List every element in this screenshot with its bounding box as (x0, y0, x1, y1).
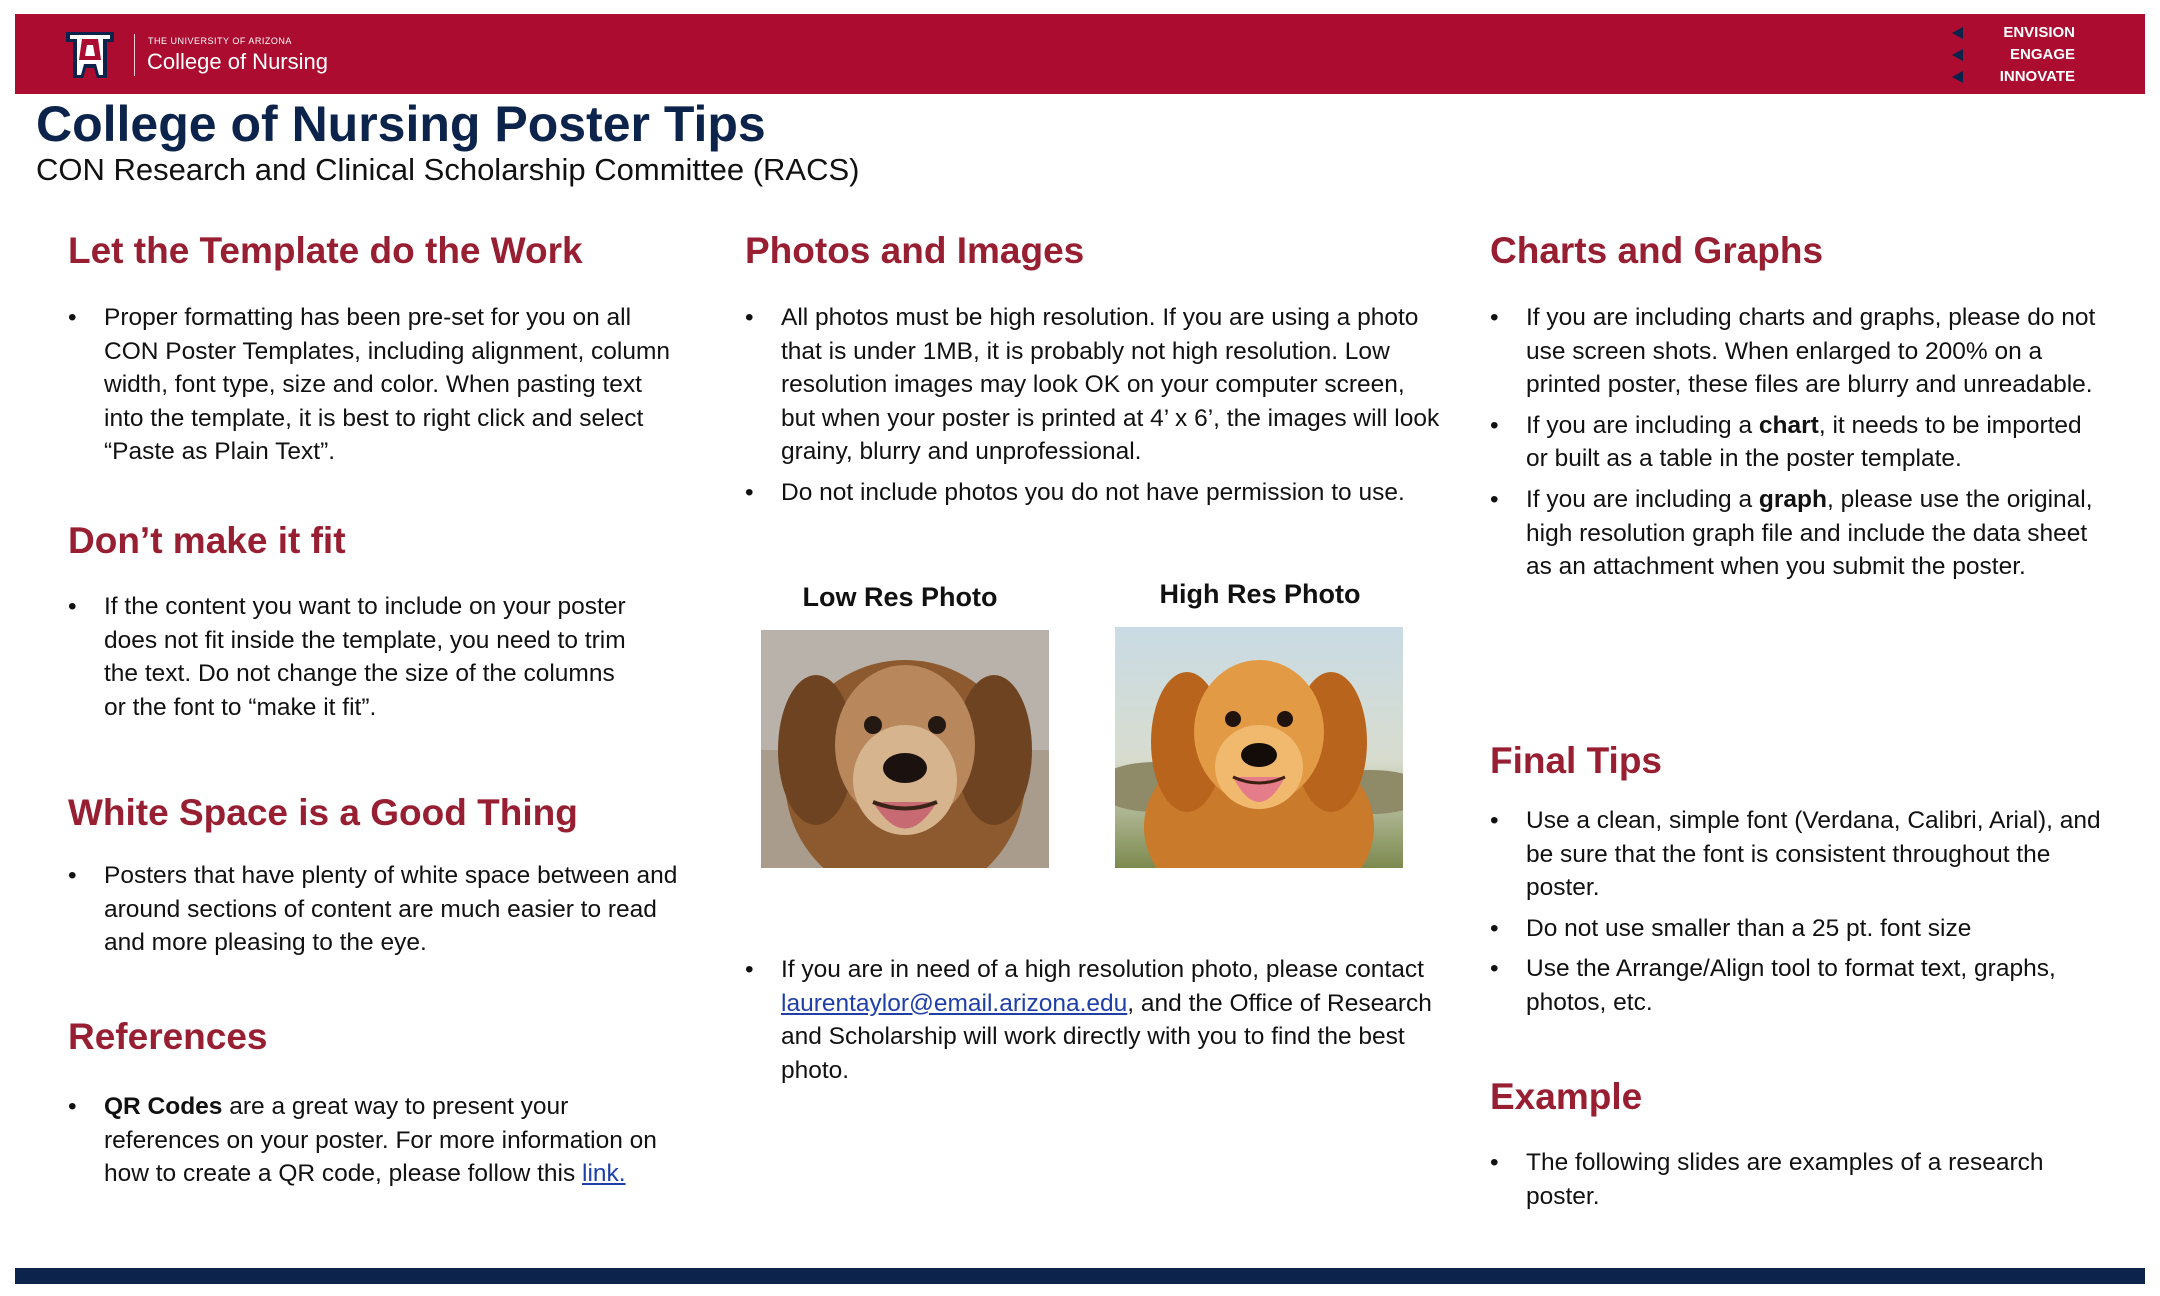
logo-college-name: College of Nursing (147, 49, 328, 74)
section-heading-final-tips: Final Tips (1490, 740, 1663, 781)
list-item: • If you are including charts and graphs, please do not use screen shots. When enlarged to 200% on a printed poster, these files are blurry and unreadable. (1490, 301, 2110, 402)
logo-university-text: THE UNIVERSITY OF ARIZONA (148, 36, 292, 46)
list-item: • Use the Arrange/Align tool to format text, graphs, photos, etc. (1490, 952, 2110, 1019)
contact-bullets (745, 953, 1445, 1094)
section-heading-charts: Charts and Graphs (1490, 230, 1824, 271)
graph-bold: graph (1758, 485, 1827, 513)
section-heading-fit: Don’t make it fit (68, 520, 346, 561)
contact-text-after: , and the Office of Research and Scholarship will work directly with you to find the best photo. (781, 989, 1432, 1084)
section-heading-whitespace: White Space is a Good Thing (68, 792, 578, 833)
list-item: • Posters that have plenty of white space between and around sections of content are much easier to read and more pleasing to the eye. (68, 859, 678, 960)
tagline-envision (1952, 22, 2075, 44)
list-item: • The following slides are examples of a research poster. (1490, 1146, 2110, 1213)
page-title: College of Nursing Poster Tips (36, 96, 766, 152)
tagline-text: INNOVATE (1999, 68, 2075, 85)
final-tips-bullets (1490, 804, 2110, 1027)
photos-bullets (745, 301, 1445, 517)
university-a-logo-icon (63, 30, 117, 80)
header-bar (15, 14, 2145, 94)
list-item: • Do not include photos you do not have permission to use. (745, 476, 1445, 510)
tagline-text: ENVISION (2003, 24, 2075, 41)
section-heading-photos: Photos and Images (745, 230, 1085, 271)
contact-text-before: If you are in need of a high resolution photo, please contact (781, 956, 1424, 983)
list-item (745, 953, 1445, 1087)
graph-text-pre: If you are including a (1526, 485, 1759, 513)
page-subtitle: CON Research and Clinical Scholarship Committee (RACS) (36, 152, 860, 187)
dog-photo-icon (1115, 627, 1403, 868)
qr-codes-bold: QR Codes (104, 1093, 223, 1120)
tagline-engage (1952, 44, 2075, 66)
graph-text-post: , please use the original, high resolution graph file and include the data sheet as an attachment when you submit the poster. (1526, 485, 2093, 581)
arrow-left-icon (1952, 27, 1963, 39)
tagline-list (1952, 22, 2075, 88)
high-res-label: High Res Photo (1159, 579, 1361, 609)
list-item (1490, 483, 2110, 584)
chart-text-post: , it needs to be imported or built as a table in the poster template. (1526, 411, 2082, 473)
footer-bar (15, 1268, 2145, 1284)
list-item (68, 1090, 678, 1191)
list-item: • Proper formatting has been pre-set for you on all CON Poster Templates, including alignment, column width, font type, size and color. When pasting text into the template, it is best to right click and select “Paste as Plain Text”. (68, 301, 678, 469)
list-item: • If the content you want to include on your poster does not fit inside the template, you need to trim the text. Do not change the size of the columns or the font to “make it fit”. (68, 590, 638, 724)
arrow-left-icon (1952, 49, 1963, 61)
list-item (1490, 409, 2110, 476)
dog-photo-icon (761, 630, 1049, 868)
arrow-left-icon (1952, 71, 1963, 83)
section-heading-example: Example (1490, 1076, 1643, 1117)
qr-code-link[interactable]: link. (582, 1160, 626, 1188)
example-bullets (1490, 1146, 2110, 1220)
contact-email-link[interactable]: laurentaylor@email.arizona.edu (781, 989, 1128, 1017)
tagline-text: ENGAGE (2009, 46, 2075, 63)
chart-text-pre: If you are including a (1526, 411, 1759, 439)
list-item: • All photos must be high resolution. If you are using a photo that is under 1MB, it is probably not high resolution. Low resolution images may look OK on your computer screen, but when your poster is printed at 4’ x 6’, the images will look grainy, blurry and unprofessional. (745, 301, 1445, 469)
list-item: • Do not use smaller than a 25 pt. font size (1490, 912, 2110, 946)
low-res-label: Low Res Photo (802, 582, 998, 612)
references-bullets (68, 1090, 678, 1198)
list-item: • Use a clean, simple font (Verdana, Calibri, Arial), and be sure that the font is consistent throughout the poster. (1490, 804, 2110, 905)
chart-bold: chart (1758, 411, 1819, 439)
low-res-dog-photo (761, 630, 1049, 868)
template-bullets (68, 301, 678, 476)
whitespace-bullets (68, 859, 678, 967)
logo-divider (134, 34, 135, 76)
high-res-dog-photo (1115, 627, 1403, 868)
fit-bullets (68, 590, 638, 731)
section-heading-template: Let the Template do the Work (68, 230, 583, 271)
section-heading-references: References (68, 1016, 268, 1057)
charts-bullets (1490, 301, 2110, 591)
tagline-innovate (1952, 66, 2075, 88)
references-text: are a great way to present your references on your poster. For more information on how to create a QR code, please follow this (104, 1093, 657, 1188)
